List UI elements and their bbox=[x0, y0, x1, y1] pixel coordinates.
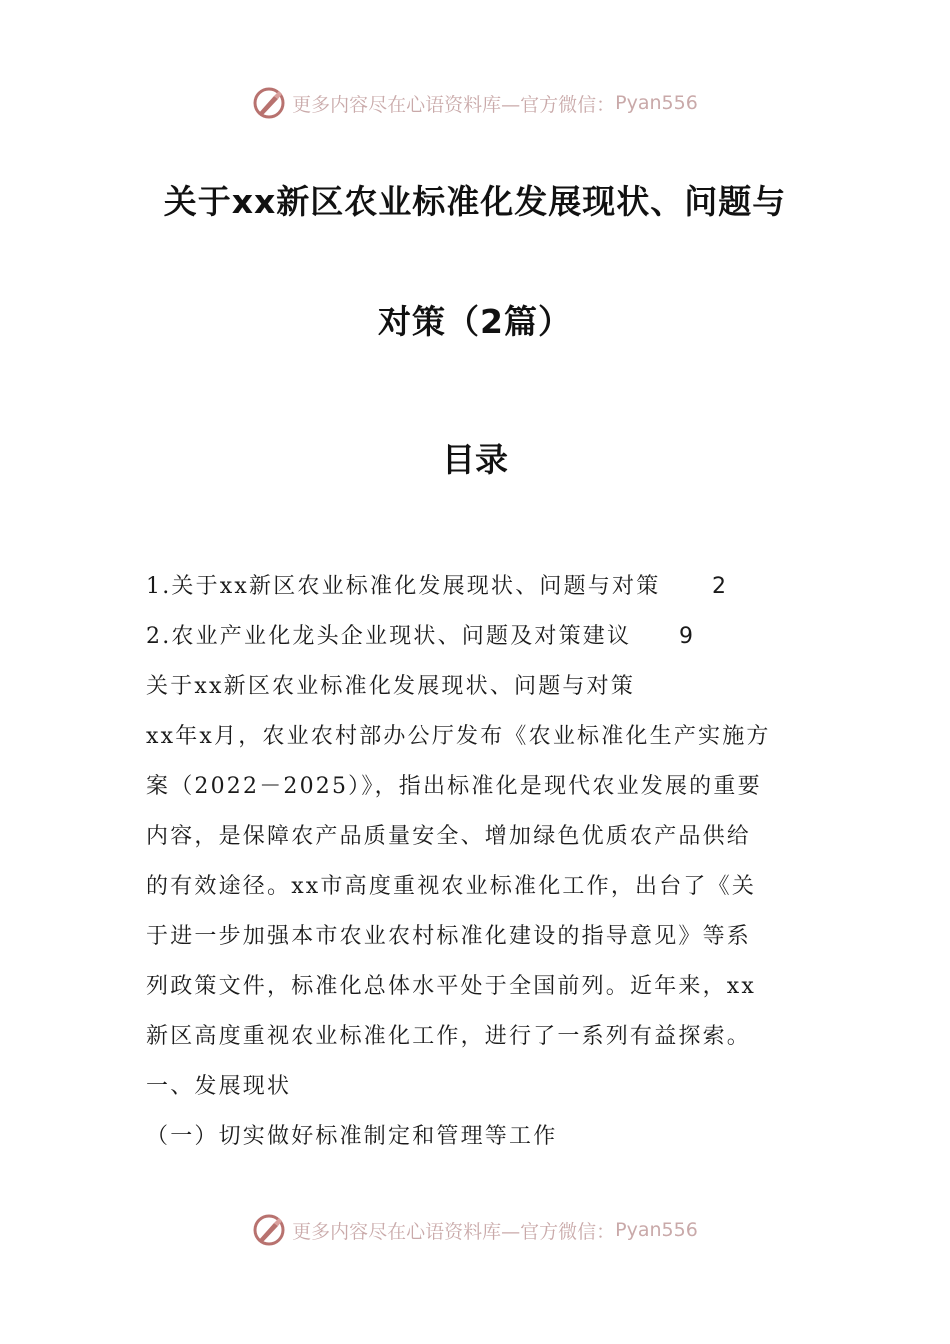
document-title-line-1: 关于xx新区农业标准化发展现状、问题与 bbox=[163, 182, 787, 221]
footer-watermark bbox=[0, 1213, 950, 1247]
paragraph-line: 列政策文件，标准化总体水平处于全国前列。近年来，xx bbox=[146, 974, 757, 999]
watermark-text: 更多内容尽在心语资料库—官方微信： bbox=[292, 1220, 616, 1243]
subsection-heading: （一）切实做好标准制定和管理等工作 bbox=[146, 1124, 558, 1149]
paragraph-line: 内容，是保障农产品质量安全、增加绿色优质农产品供给 bbox=[146, 824, 752, 849]
watermark-handle: Pyan556 bbox=[615, 92, 698, 114]
paragraph-line: 于进一步加强本市农业农村标准化建设的指导意见》等系 bbox=[146, 924, 752, 949]
pen-logo-icon bbox=[252, 1213, 286, 1247]
pen-logo-icon bbox=[252, 86, 286, 120]
toc-heading: 目录 bbox=[442, 440, 508, 479]
section-heading: 一、发展现状 bbox=[146, 1074, 292, 1099]
article-title: 关于xx新区农业标准化发展现状、问题与对策 bbox=[146, 674, 636, 699]
paragraph-line: 新区高度重视农业标准化工作，进行了一系列有益探索。 bbox=[146, 1024, 752, 1049]
watermark-handle: Pyan556 bbox=[615, 1219, 698, 1241]
paragraph-line: 案（2022－2025）》，指出标准化是现代农业发展的重要 bbox=[146, 774, 762, 799]
document-title-line-2: 对策（2篇） bbox=[378, 302, 572, 341]
paragraph-line: 的有效途径。xx市高度重视农业标准化工作，出台了《关 bbox=[146, 874, 757, 899]
toc-item-1-page: 2 bbox=[712, 574, 726, 599]
paragraph-line: xx年x月，农业农村部办公厅发布《农业标准化生产实施方 bbox=[146, 724, 771, 749]
watermark-text: 更多内容尽在心语资料库—官方微信： bbox=[292, 93, 616, 116]
toc-item-2-page: 9 bbox=[679, 624, 693, 649]
toc-item-2[interactable]: 2.农业产业化龙头企业现状、问题及对策建议 bbox=[146, 624, 632, 649]
header-watermark bbox=[0, 86, 950, 120]
toc-item-1[interactable]: 1.关于xx新区农业标准化发展现状、问题与对策 bbox=[146, 574, 661, 599]
